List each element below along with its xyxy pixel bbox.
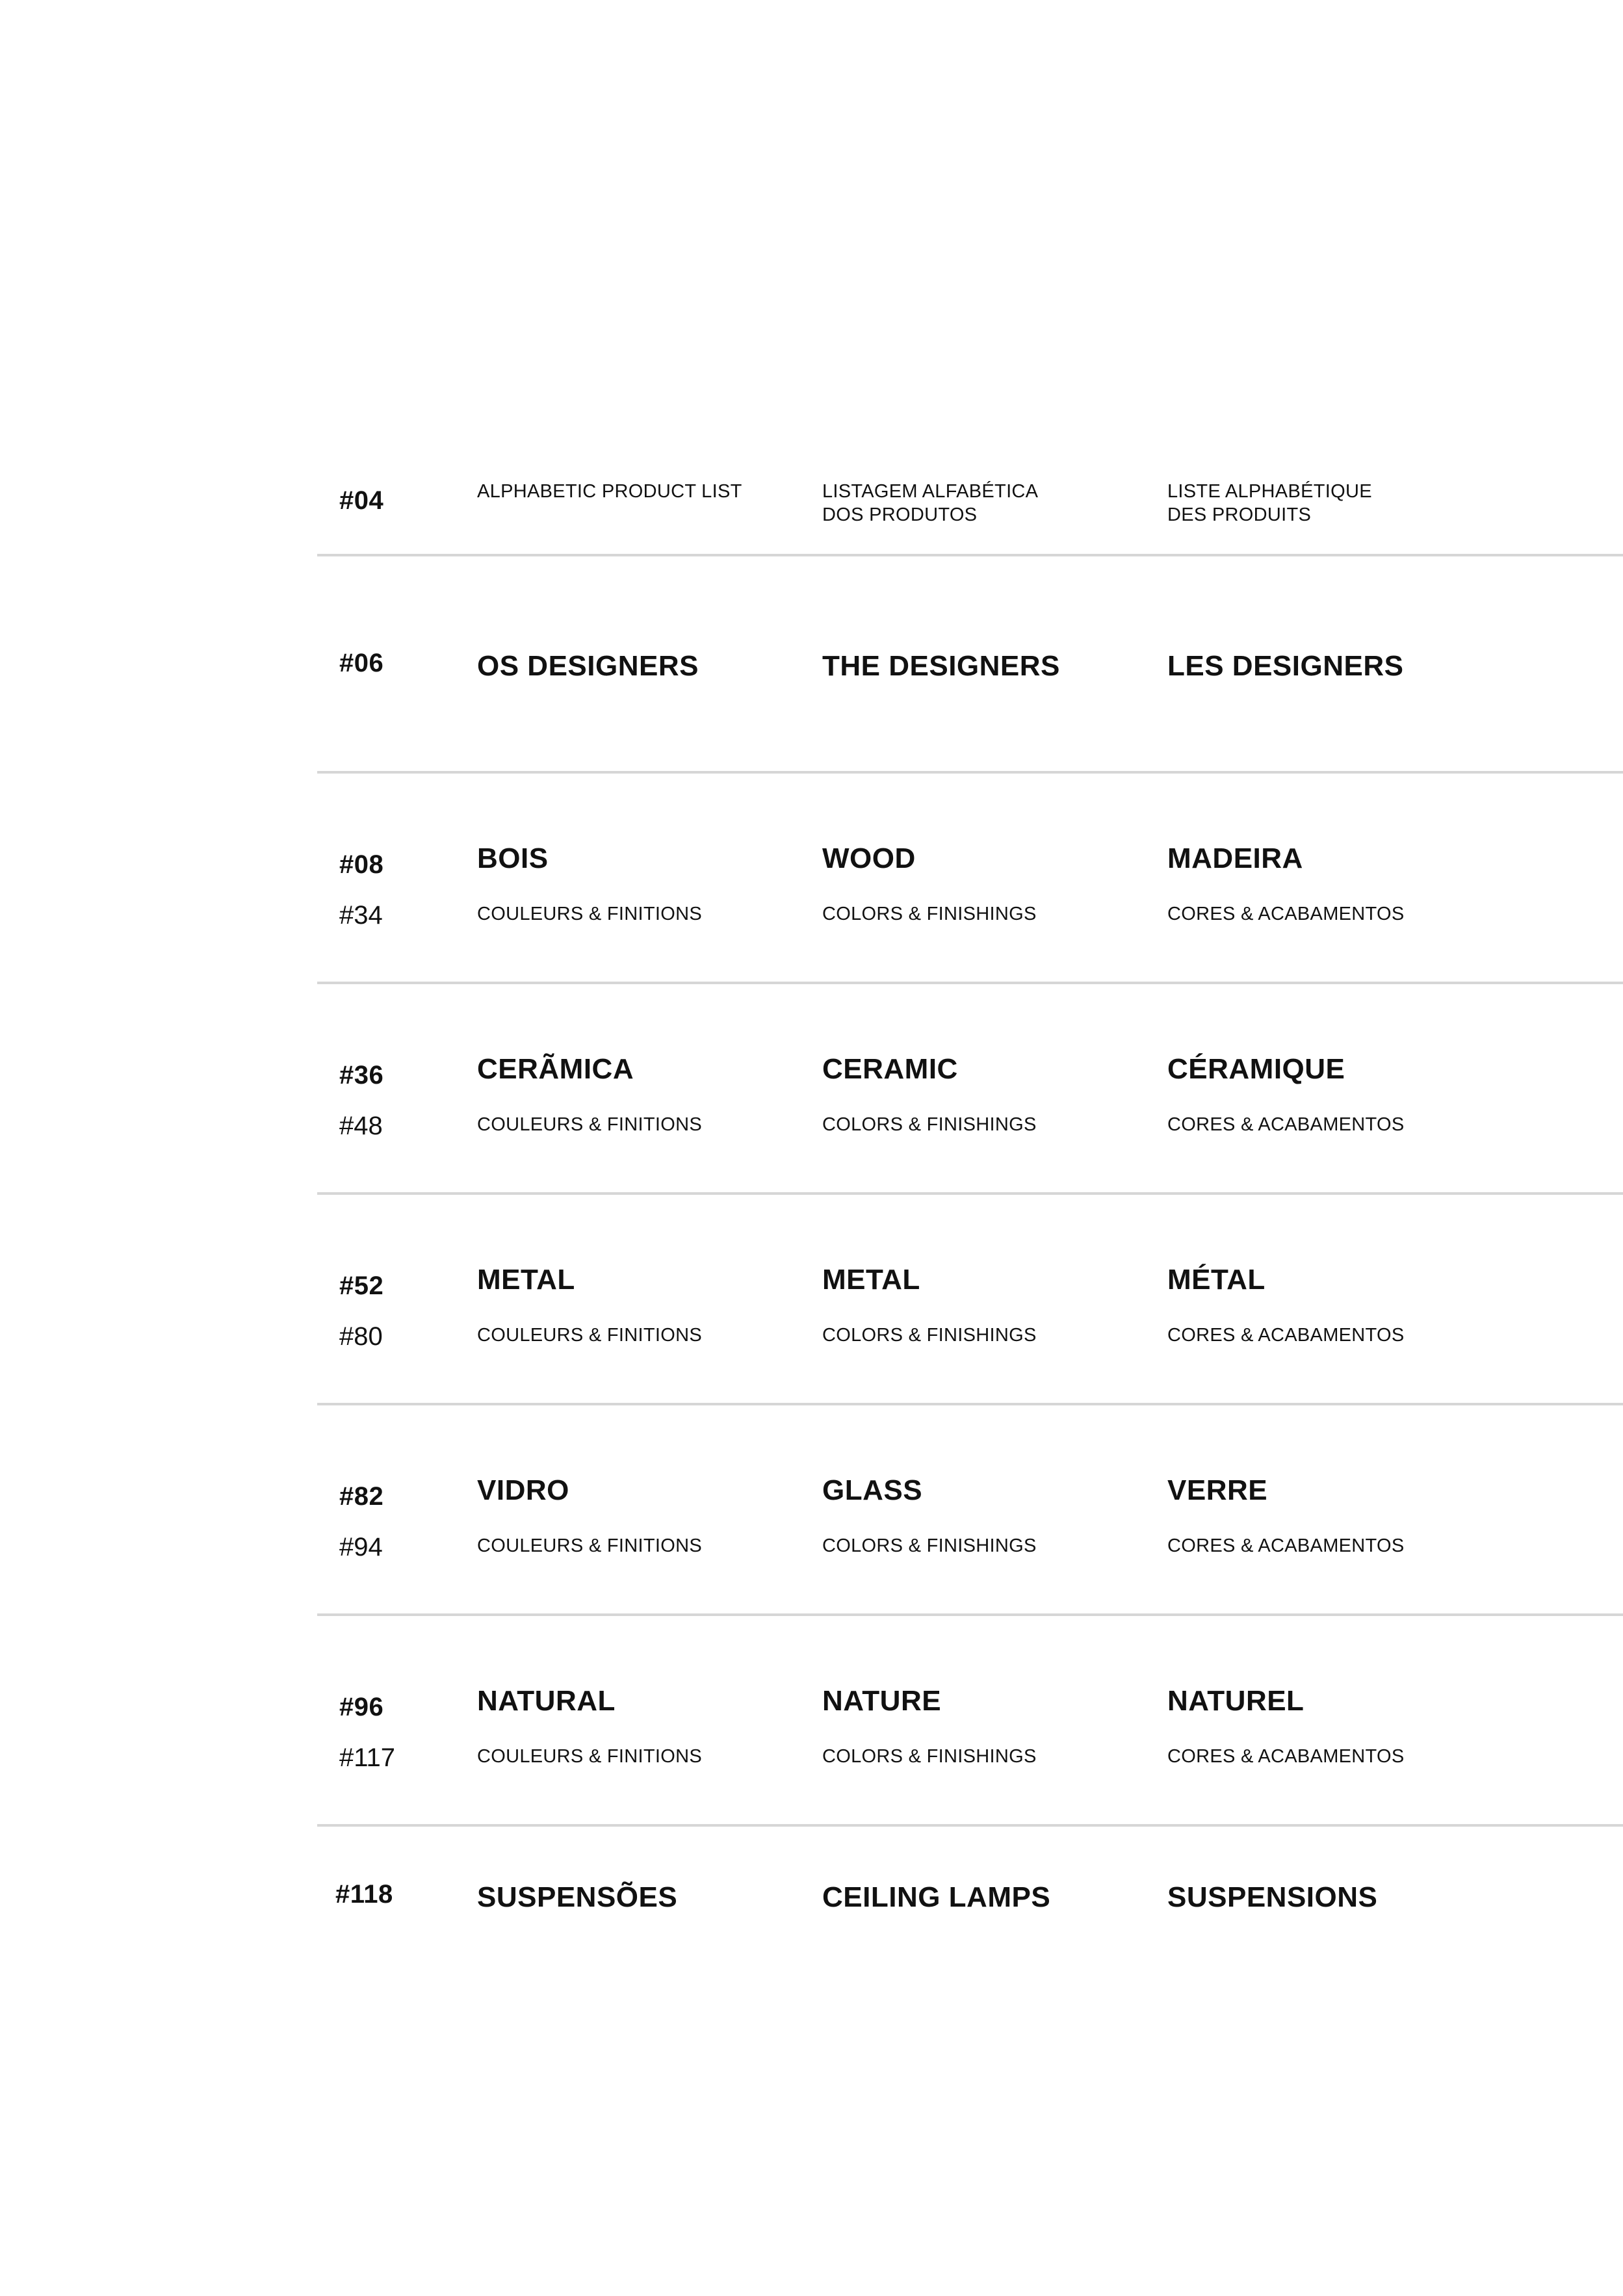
- toc-entry-title: CÉRAMIQUE: [1167, 1053, 1345, 1085]
- toc-row-section: [317, 774, 1623, 984]
- toc-entry-title: SUSPENSIONS: [1167, 1881, 1378, 1913]
- toc-entry-title: NATUREL: [1167, 1685, 1305, 1717]
- toc-entry-label: [822, 480, 1038, 527]
- toc-row-section: [317, 1616, 1623, 1827]
- toc-entry-title: OS DESIGNERS: [477, 650, 699, 682]
- toc-entry-title: THE DESIGNERS: [822, 650, 1060, 682]
- toc-row-section: [317, 1195, 1623, 1405]
- page-number: #04: [339, 486, 384, 515]
- toc-entry-subtitle: CORES & ACABAMENTOS: [1167, 904, 1405, 924]
- toc-entry-label: ALPHABETIC PRODUCT LIST: [477, 481, 742, 502]
- toc-entry-title: VERRE: [1167, 1474, 1268, 1506]
- toc-row-section: [317, 984, 1623, 1195]
- toc-entry-title: NATURE: [822, 1685, 942, 1717]
- toc-entry-title: MADEIRA: [1167, 842, 1303, 874]
- toc-entry-subtitle: CORES & ACABAMENTOS: [1167, 1325, 1405, 1346]
- toc-entry-subtitle: COULEURS & FINITIONS: [477, 1325, 702, 1346]
- page-number-secondary: #117: [339, 1743, 396, 1772]
- toc-entry-title: SUSPENSÕES: [477, 1881, 678, 1913]
- toc-entry-title: NATURAL: [477, 1685, 616, 1717]
- page-number: #82: [339, 1482, 384, 1511]
- toc-entry-title: LES DESIGNERS: [1167, 650, 1404, 682]
- page-number-secondary: #48: [339, 1112, 383, 1140]
- toc-entry-line: DES PRODUITS: [1167, 504, 1312, 525]
- toc-entry-line: LISTAGEM ALFABÉTICA: [822, 481, 1039, 502]
- toc-entry-subtitle: COULEURS & FINITIONS: [477, 1535, 702, 1556]
- page-number: #06: [339, 649, 384, 677]
- toc-entry-line: LISTE ALPHABÉTIQUE: [1167, 481, 1372, 502]
- page-number: #118: [335, 1880, 393, 1909]
- page-number-secondary: #94: [339, 1533, 383, 1561]
- toc-entry-subtitle: CORES & ACABAMENTOS: [1167, 1535, 1405, 1556]
- toc-entry-title: CERÃMICA: [477, 1053, 634, 1085]
- toc-entry-subtitle: COLORS & FINISHINGS: [822, 904, 1037, 924]
- page-number: #96: [339, 1693, 384, 1721]
- toc-entry-subtitle: COLORS & FINISHINGS: [822, 1535, 1037, 1556]
- toc-entry-subtitle: COLORS & FINISHINGS: [822, 1746, 1037, 1767]
- page-number: #52: [339, 1272, 384, 1300]
- toc-row-designers: [317, 556, 1623, 774]
- toc-entry-subtitle: COULEURS & FINITIONS: [477, 1114, 702, 1135]
- page-number: #36: [339, 1061, 384, 1089]
- page-number: #08: [339, 850, 384, 879]
- toc-entry-label: [1167, 480, 1372, 527]
- toc-entry-subtitle: CORES & ACABAMENTOS: [1167, 1746, 1405, 1767]
- toc-entry-title: VIDRO: [477, 1474, 569, 1506]
- toc-entry-title: MÉTAL: [1167, 1264, 1266, 1296]
- toc-entry-title: WOOD: [822, 842, 916, 874]
- toc-entry-title: BOIS: [477, 842, 549, 874]
- toc-entry-subtitle: COLORS & FINISHINGS: [822, 1325, 1037, 1346]
- toc-row-ceiling-lamps: [317, 1827, 1623, 1983]
- toc-entry-title: METAL: [822, 1264, 920, 1296]
- table-of-contents: [317, 416, 1623, 1983]
- toc-row-section: [317, 1405, 1623, 1616]
- page-number-secondary: #80: [339, 1322, 383, 1351]
- page-number-secondary: #34: [339, 901, 383, 930]
- toc-entry-subtitle: COULEURS & FINITIONS: [477, 1746, 702, 1767]
- toc-entry-title: METAL: [477, 1264, 575, 1296]
- toc-entry-subtitle: CORES & ACABAMENTOS: [1167, 1114, 1405, 1135]
- toc-entry-title: GLASS: [822, 1474, 923, 1506]
- toc-entry-title: CERAMIC: [822, 1053, 958, 1085]
- toc-entry-title: CEILING LAMPS: [822, 1881, 1051, 1913]
- toc-entry-subtitle: COULEURS & FINITIONS: [477, 904, 702, 924]
- toc-entry-subtitle: COLORS & FINISHINGS: [822, 1114, 1037, 1135]
- toc-entry-line: DOS PRODUTOS: [822, 504, 978, 525]
- toc-row-product-list: [317, 416, 1623, 556]
